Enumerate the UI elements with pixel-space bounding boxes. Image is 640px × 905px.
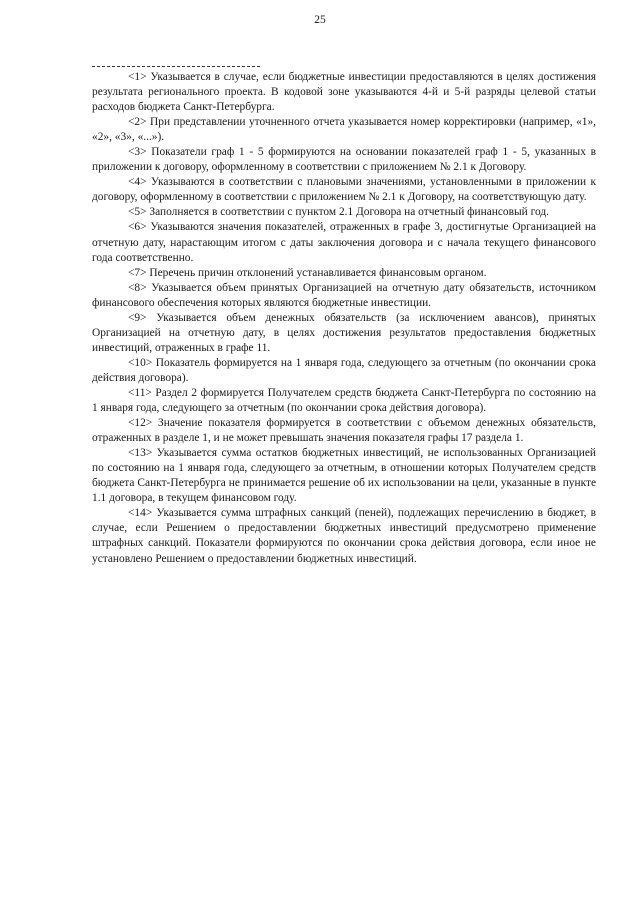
footnote-9: <9> Указывается объем денежных обязательств (за исключением авансов), принятых Организацией на отчетную дату, в целях достижения результатов предоставления бюджетных инвестиций, отраженных в графе 11.: [92, 311, 596, 354]
footnotes-block: [92, 70, 596, 567]
footnote-13: <13> Указывается сумма остатков бюджетных инвестиций, не использованных Организацией по состоянию на 1 января года, следующего за отчетным, в отношении которых Получателем средств бюджета Санкт-Петербурга не принимается решение об их использовании на цели, указанные в пункте 1.1 договора, в текущем финансовом году.: [92, 447, 596, 505]
footnote-3: <3> Показатели граф 1 - 5 формируются на основании показателей граф 1 - 5, указанных в приложении к договору, оформленному в соответствии с приложением № 2.1 к Договору.: [92, 146, 596, 174]
footnote-2: <2> При представлении уточненного отчета указывается номер корректировки (например, «1», «2», «3», «...»).: [92, 116, 596, 144]
footnote-11: <11> Раздел 2 формируется Получателем средств бюджета Санкт-Петербурга по состоянию на 1 января года, следующего за отчетным (по окончании срока действия договора).: [92, 386, 596, 415]
footnote-12: <12> Значение показателя формируется в соответствии с объемом денежных обязательств, отраженных в разделе 1, и не может превышать значения показателя графы 17 раздела 1.: [92, 417, 596, 445]
footnote-7: <7> Перечень причин отклонений устанавливается финансовым органом.: [128, 266, 487, 279]
footnote-5: <5> Заполняется в соответствии с пунктом 2.1 Договора на отчетный финансовый год.: [128, 206, 550, 219]
page-number: 25: [314, 14, 326, 26]
footnote-4: <4> Указываются в соответствии с плановыми значениями, установленными в приложении к договору, оформленному в соответствии с приложением № 2.1 к Договору, на соответствующую дату.: [92, 176, 596, 204]
footnote-separator: [92, 66, 260, 67]
footnote-6: <6> Указываются значения показателей, отраженных в графе 3, достигнутые Организацией на отчетную дату, нарастающим итогом с даты заключения договора и с начала текущего финансового года соответственно.: [92, 221, 596, 264]
footnote-1: <1> Указывается в случае, если бюджетные инвестиции предоставляются в целях достижения результата регионального проекта. В кодовой зоне указываются 4-й и 5-й разряды целевой статьи расходов бюджета Санкт-Петербурга.: [92, 71, 596, 114]
footnote-8: <8> Указывается объем принятых Организацией на отчетную дату обязательств, источником финансового обеспечения которых являются бюджетные инвестиции.: [92, 281, 596, 309]
footnote-10: <10> Показатель формируется на 1 января года, следующего за отчетным (по окончании срока действия договора).: [92, 356, 596, 384]
footnote-14: <14> Указывается сумма штрафных санкций (пеней), подлежащих перечислению в бюджет, в случае, если Решением о предоставлении бюджетных инвестиций предусмотрено применение штрафных санкций. Показатели формируются по окончании срока действия договора, если иное не установлено Решением о предоставлении бюджетных инвестиций.: [92, 507, 596, 565]
